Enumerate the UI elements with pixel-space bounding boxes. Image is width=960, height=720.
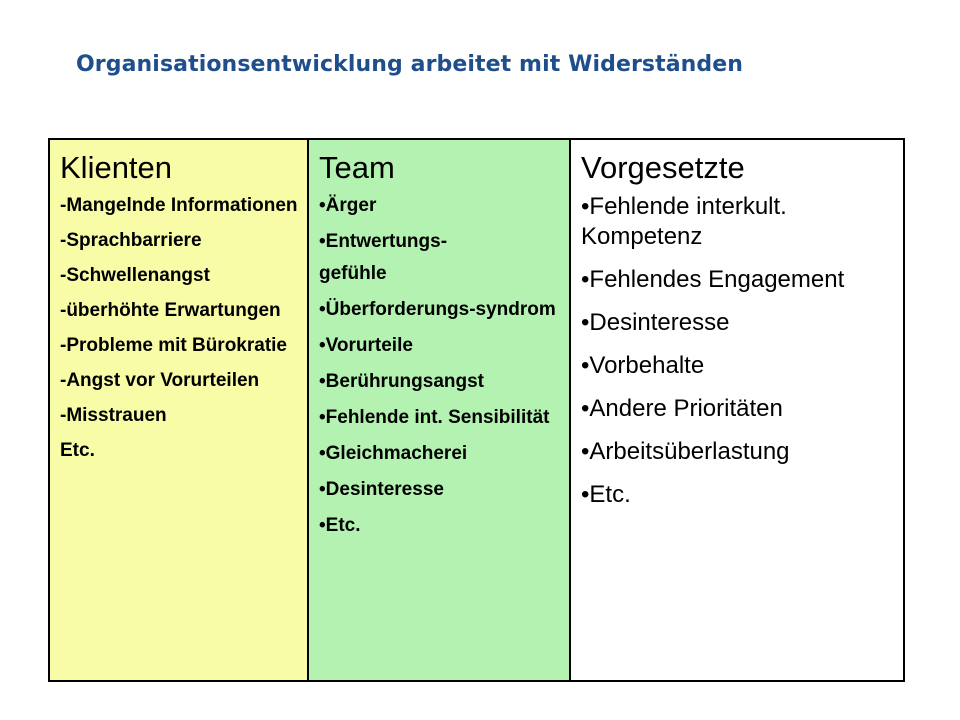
resistance-table — [48, 138, 905, 682]
column-clients — [50, 140, 309, 680]
list-item: •Vorbehalte — [581, 352, 705, 379]
clients-list — [60, 194, 299, 462]
supervisors-list — [581, 192, 895, 510]
list-item: -Angst vor Vorurteilen — [60, 370, 260, 391]
list-item: •Berührungsangst — [319, 371, 484, 392]
column-team — [309, 140, 571, 680]
list-item: •Arbeitsüberlastung — [581, 438, 790, 465]
list-item: •Vorurteile — [319, 335, 413, 356]
list-item: -Sprachbarriere — [60, 230, 202, 251]
list-item: •Überforderungs-syndrom — [319, 299, 556, 320]
list-item: •Fehlende int. Sensibilität — [319, 407, 550, 428]
slide-title: Organisationsentwicklung arbeitet mit Widerständen — [76, 52, 744, 77]
list-item: •Andere Prioritäten — [581, 395, 783, 422]
list-item: •Etc. — [319, 515, 361, 536]
list-item: •Desinteresse — [581, 309, 730, 336]
team-list — [319, 194, 561, 537]
list-item: •Gleichmacherei — [319, 443, 468, 464]
list-item: •Fehlende interkult. Kompetenz — [581, 193, 787, 250]
list-item: -überhöhte Erwartungen — [60, 300, 281, 321]
list-item: gefühle — [319, 263, 387, 284]
list-item: -Mangelnde Informationen — [60, 195, 298, 216]
list-item: •Desinteresse — [319, 479, 444, 500]
list-item: •Fehlendes Engagement — [581, 266, 845, 293]
list-item: •Entwertungs- — [319, 231, 448, 252]
column-heading-clients: Klienten — [60, 150, 173, 185]
list-item: •Etc. — [581, 481, 631, 508]
column-supervisors — [571, 140, 903, 680]
column-heading-supervisors: Vorgesetzte — [581, 150, 745, 185]
list-item: -Probleme mit Bürokratie — [60, 335, 287, 356]
list-item: •Ärger — [319, 195, 377, 216]
list-item: -Schwellenangst — [60, 265, 210, 286]
column-heading-team: Team — [319, 150, 395, 185]
list-item: Etc. — [60, 440, 95, 461]
list-item: -Misstrauen — [60, 405, 167, 426]
